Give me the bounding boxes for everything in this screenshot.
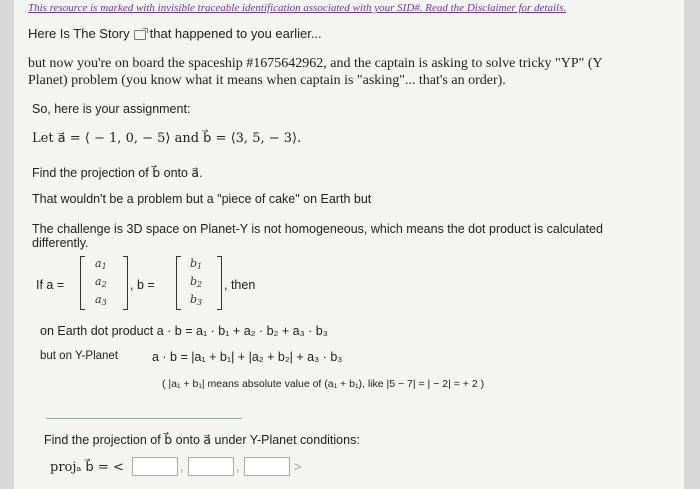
problem-page — [14, 0, 684, 489]
planet-dot-product: a · b = |a₁ + b₁| + |a₂ + b₂| + a₃ · b₃ — [152, 350, 343, 364]
matrix-b — [176, 257, 222, 309]
then-label: , then — [224, 278, 256, 292]
b-label: , b = — [130, 278, 155, 292]
matrix-a — [80, 257, 128, 309]
story-tail: that happened to you earlier... — [149, 26, 322, 41]
b2-entry: $b_2$ — [190, 275, 203, 289]
b3-entry: $b_3$ — [190, 293, 203, 307]
assignment-text: So, here is your assignment: — [32, 102, 191, 116]
story-link[interactable]: Here Is The Story — [28, 26, 130, 41]
a2-entry: $a_2$ — [95, 275, 107, 289]
story-heading — [28, 26, 322, 41]
if-a-label: If a = — [36, 278, 65, 292]
projection-close: > — [294, 460, 302, 474]
a1-entry: $a_1$ — [95, 257, 107, 271]
a3-entry: $a_3$ — [95, 293, 107, 307]
projection-x-input[interactable] — [132, 457, 178, 476]
story-line-2: Planet) problem (you know what it means when captain is "asking"... that's an order). — [28, 73, 506, 88]
projection-y-input[interactable] — [188, 457, 234, 476]
section-divider — [46, 418, 242, 419]
planet-label: but on Y-Planet — [40, 350, 119, 362]
external-link-icon — [134, 30, 146, 40]
find-projection-text: Find the projection of b⃗ onto a⃗. — [32, 166, 203, 180]
challenge-line-2: differently. — [32, 236, 89, 250]
challenge-line-1: The challenge is 3D space on Planet-Y is not homogeneous, which means the dot product is calculated — [32, 222, 603, 236]
vector-definition: Let a⃗ = ⟨ − 1, 0, − 5⟩ and b⃗ = ⟨3, 5, − 3⟩. — [32, 131, 302, 146]
absolute-value-note: ( |a₁ + b₁| means absolute value of (a₁ + b₁), like |5 − 7| = | − 2| = + 2 ) — [162, 378, 485, 390]
b1-entry: $b_1$ — [190, 257, 203, 271]
projection-label: projₐ b⃗ = < — [50, 460, 124, 475]
find-under-planet-text: Find the projection of b⃗ onto a⃗ under Y-Planet conditions: — [44, 433, 360, 447]
projection-z-input[interactable] — [244, 457, 290, 476]
comma-2: , — [236, 460, 240, 474]
comma-1: , — [180, 460, 184, 474]
earth-note: That wouldn't be a problem but a "piece of cake" on Earth but — [32, 192, 372, 206]
disclaimer-link[interactable]: This resource is marked with invisible traceable identification associated with your SID#. Read the Disclaimer for details. — [28, 2, 567, 14]
story-line-1: but now you're on board the spaceship #1675642962, and the captain is asking to solve tricky "YP" (Y — [28, 56, 603, 71]
earth-dot-product: on Earth dot product a · b = a₁ · b₁ + a₂ · b₂ + a₃ · b₃ — [40, 324, 328, 338]
